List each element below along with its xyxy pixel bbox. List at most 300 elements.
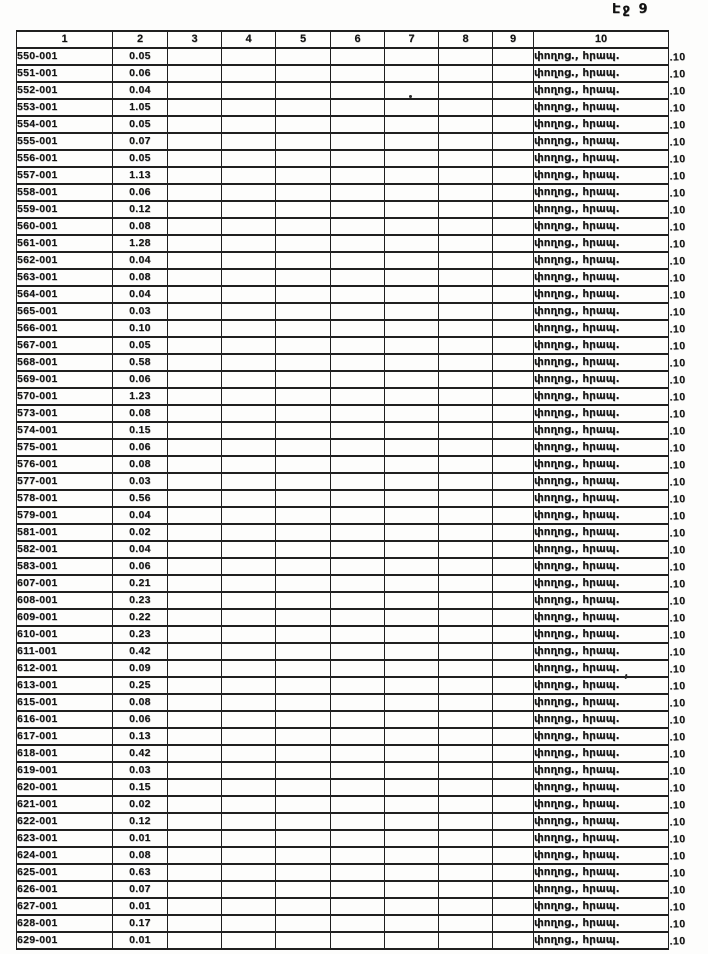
margin-mark: .10 bbox=[668, 850, 686, 863]
empty-cell bbox=[493, 660, 534, 677]
category-cell: փողոց., հրապ. bbox=[534, 99, 669, 116]
empty-cell bbox=[331, 167, 385, 184]
row-id-cell: 560-001 bbox=[17, 218, 113, 235]
empty-cell bbox=[276, 626, 331, 643]
empty-cell bbox=[222, 830, 276, 847]
empty-cell bbox=[493, 915, 534, 932]
empty-cell bbox=[331, 388, 385, 405]
category-cell: փողոց., հրապ. bbox=[534, 643, 669, 660]
empty-cell bbox=[385, 269, 439, 286]
empty-cell bbox=[276, 473, 331, 490]
empty-cell bbox=[168, 813, 222, 830]
empty-cell bbox=[168, 677, 222, 694]
empty-cell bbox=[276, 48, 331, 65]
table-row bbox=[17, 235, 707, 252]
category-cell: փողոց., հրապ. bbox=[534, 745, 669, 762]
empty-cell bbox=[493, 235, 534, 252]
margin-mark: .10 bbox=[668, 867, 686, 880]
value-cell: 1.05 bbox=[113, 99, 168, 116]
empty-cell bbox=[439, 541, 493, 558]
margin-mark: .10 bbox=[668, 272, 686, 285]
table-row bbox=[17, 150, 707, 167]
value-cell: 0.63 bbox=[113, 864, 168, 881]
empty-cell bbox=[168, 235, 222, 252]
category-cell: փողոց., հրապ. bbox=[534, 371, 669, 388]
empty-cell bbox=[331, 473, 385, 490]
margin-mark: .10 bbox=[668, 714, 686, 727]
empty-cell bbox=[276, 439, 331, 456]
empty-cell bbox=[493, 524, 534, 541]
empty-cell bbox=[439, 915, 493, 932]
empty-cell bbox=[331, 218, 385, 235]
row-id-cell: 622-001 bbox=[17, 813, 113, 830]
empty-cell bbox=[222, 303, 276, 320]
row-id-cell: 559-001 bbox=[17, 201, 113, 218]
empty-cell bbox=[493, 184, 534, 201]
table-row bbox=[17, 218, 707, 235]
value-cell: 0.04 bbox=[113, 82, 168, 99]
empty-cell bbox=[276, 456, 331, 473]
empty-cell bbox=[385, 677, 439, 694]
empty-cell bbox=[168, 847, 222, 864]
table-row bbox=[17, 694, 707, 711]
category-cell: փողոց., հրապ. bbox=[534, 286, 669, 303]
empty-cell bbox=[168, 286, 222, 303]
table-row bbox=[17, 762, 707, 779]
empty-cell bbox=[493, 405, 534, 422]
row-id-cell: 568-001 bbox=[17, 354, 113, 371]
empty-cell bbox=[493, 728, 534, 745]
empty-cell bbox=[493, 473, 534, 490]
empty-cell bbox=[385, 796, 439, 813]
empty-cell bbox=[276, 337, 331, 354]
empty-cell bbox=[276, 99, 331, 116]
empty-cell bbox=[276, 201, 331, 218]
category-cell: փողոց., հրապ. bbox=[534, 864, 669, 881]
empty-cell bbox=[222, 422, 276, 439]
category-cell: փողոց., հրապ. bbox=[534, 660, 669, 677]
empty-cell bbox=[493, 439, 534, 456]
empty-cell bbox=[439, 660, 493, 677]
empty-cell bbox=[331, 354, 385, 371]
empty-cell bbox=[331, 745, 385, 762]
empty-cell bbox=[385, 235, 439, 252]
table-header bbox=[17, 31, 707, 48]
margin-mark: .10 bbox=[668, 255, 686, 268]
table-row bbox=[17, 915, 707, 932]
empty-cell bbox=[222, 337, 276, 354]
value-cell: 0.42 bbox=[113, 745, 168, 762]
empty-cell bbox=[168, 422, 222, 439]
empty-cell bbox=[168, 541, 222, 558]
value-cell: 0.02 bbox=[113, 524, 168, 541]
table-row bbox=[17, 354, 707, 371]
empty-cell bbox=[493, 558, 534, 575]
margin-mark: .10 bbox=[668, 442, 686, 455]
table-row bbox=[17, 898, 707, 915]
row-id-cell: 576-001 bbox=[17, 456, 113, 473]
empty-cell bbox=[276, 541, 331, 558]
row-id-cell: 617-001 bbox=[17, 728, 113, 745]
empty-cell bbox=[385, 184, 439, 201]
empty-cell bbox=[276, 422, 331, 439]
empty-cell bbox=[439, 218, 493, 235]
empty-cell bbox=[276, 269, 331, 286]
empty-cell bbox=[493, 932, 534, 949]
table-row bbox=[17, 201, 707, 218]
value-cell: 0.08 bbox=[113, 405, 168, 422]
empty-cell bbox=[222, 728, 276, 745]
empty-cell bbox=[331, 915, 385, 932]
empty-cell bbox=[276, 218, 331, 235]
empty-cell bbox=[276, 371, 331, 388]
row-id-cell: 620-001 bbox=[17, 779, 113, 796]
empty-cell bbox=[222, 745, 276, 762]
category-cell: փողոց., հրապ. bbox=[534, 269, 669, 286]
row-id-cell: 564-001 bbox=[17, 286, 113, 303]
empty-cell bbox=[222, 371, 276, 388]
column-header: 8 bbox=[439, 31, 493, 48]
empty-cell bbox=[439, 507, 493, 524]
empty-cell bbox=[331, 269, 385, 286]
empty-cell bbox=[439, 796, 493, 813]
empty-cell bbox=[331, 507, 385, 524]
empty-cell bbox=[439, 99, 493, 116]
row-id-cell: 626-001 bbox=[17, 881, 113, 898]
category-cell: փողոց., հրապ. bbox=[534, 558, 669, 575]
empty-cell bbox=[222, 405, 276, 422]
empty-cell bbox=[385, 609, 439, 626]
margin-mark: .10 bbox=[668, 663, 686, 676]
empty-cell bbox=[385, 847, 439, 864]
empty-cell bbox=[439, 694, 493, 711]
empty-cell bbox=[493, 218, 534, 235]
category-cell: փողոց., հրապ. bbox=[534, 541, 669, 558]
empty-cell bbox=[222, 286, 276, 303]
empty-cell bbox=[276, 609, 331, 626]
empty-cell bbox=[168, 643, 222, 660]
empty-cell bbox=[222, 524, 276, 541]
empty-cell bbox=[439, 133, 493, 150]
empty-cell bbox=[276, 796, 331, 813]
table-row bbox=[17, 320, 707, 337]
empty-cell bbox=[168, 762, 222, 779]
margin-mark: .10 bbox=[668, 646, 686, 659]
margin-mark: .10 bbox=[668, 238, 686, 251]
empty-cell bbox=[331, 796, 385, 813]
empty-cell bbox=[276, 405, 331, 422]
empty-cell bbox=[439, 405, 493, 422]
table-row bbox=[17, 864, 707, 881]
empty-cell bbox=[222, 167, 276, 184]
empty-cell bbox=[168, 898, 222, 915]
margin-mark: .10 bbox=[668, 544, 686, 557]
row-id-cell: 562-001 bbox=[17, 252, 113, 269]
empty-cell bbox=[168, 609, 222, 626]
empty-cell bbox=[439, 864, 493, 881]
empty-cell bbox=[331, 337, 385, 354]
category-cell: փողոց., հրապ. bbox=[534, 303, 669, 320]
empty-cell bbox=[222, 456, 276, 473]
table-row bbox=[17, 609, 707, 626]
empty-cell bbox=[331, 660, 385, 677]
margin-mark: .10 bbox=[668, 425, 686, 438]
empty-cell bbox=[222, 490, 276, 507]
empty-cell bbox=[331, 864, 385, 881]
empty-cell bbox=[385, 558, 439, 575]
empty-cell bbox=[276, 830, 331, 847]
table-row bbox=[17, 337, 707, 354]
margin-mark: .10 bbox=[668, 799, 686, 812]
empty-cell bbox=[385, 422, 439, 439]
row-id-cell: 558-001 bbox=[17, 184, 113, 201]
row-id-cell: 561-001 bbox=[17, 235, 113, 252]
value-cell: 0.06 bbox=[113, 184, 168, 201]
empty-cell bbox=[493, 456, 534, 473]
value-cell: 0.02 bbox=[113, 796, 168, 813]
value-cell: 0.08 bbox=[113, 456, 168, 473]
empty-cell bbox=[222, 99, 276, 116]
table-row bbox=[17, 405, 707, 422]
empty-cell bbox=[276, 745, 331, 762]
row-id-cell: 563-001 bbox=[17, 269, 113, 286]
empty-cell bbox=[439, 371, 493, 388]
empty-cell bbox=[331, 592, 385, 609]
empty-cell bbox=[439, 320, 493, 337]
margin-mark: .10 bbox=[668, 289, 686, 302]
table-row bbox=[17, 269, 707, 286]
empty-cell bbox=[385, 218, 439, 235]
empty-cell bbox=[385, 915, 439, 932]
empty-cell bbox=[385, 762, 439, 779]
empty-cell bbox=[222, 677, 276, 694]
empty-cell bbox=[439, 813, 493, 830]
empty-cell bbox=[168, 82, 222, 99]
margin-mark: .10 bbox=[668, 51, 686, 64]
margin-mark: .10 bbox=[668, 170, 686, 183]
empty-cell bbox=[439, 745, 493, 762]
empty-cell bbox=[331, 303, 385, 320]
category-cell: փողոց., հրապ. bbox=[534, 354, 669, 371]
category-cell: փողոց., հրապ. bbox=[534, 116, 669, 133]
margin-mark: .10 bbox=[668, 68, 686, 81]
empty-cell bbox=[168, 405, 222, 422]
row-id-cell: 608-001 bbox=[17, 592, 113, 609]
empty-cell bbox=[493, 388, 534, 405]
empty-cell bbox=[276, 133, 331, 150]
empty-cell bbox=[385, 65, 439, 82]
value-cell: 0.17 bbox=[113, 915, 168, 932]
empty-cell bbox=[331, 456, 385, 473]
margin-mark: .10 bbox=[668, 510, 686, 523]
empty-cell bbox=[493, 48, 534, 65]
empty-cell bbox=[439, 286, 493, 303]
empty-cell bbox=[493, 830, 534, 847]
value-cell: 0.15 bbox=[113, 779, 168, 796]
empty-cell bbox=[493, 303, 534, 320]
empty-cell bbox=[276, 303, 331, 320]
empty-cell bbox=[385, 99, 439, 116]
table-row bbox=[17, 252, 707, 269]
table-row bbox=[17, 184, 707, 201]
empty-cell bbox=[385, 694, 439, 711]
empty-cell bbox=[168, 558, 222, 575]
empty-cell bbox=[493, 82, 534, 99]
empty-cell bbox=[168, 337, 222, 354]
empty-cell bbox=[168, 694, 222, 711]
empty-cell bbox=[439, 677, 493, 694]
table-row bbox=[17, 456, 707, 473]
table-row bbox=[17, 524, 707, 541]
empty-cell bbox=[222, 575, 276, 592]
empty-cell bbox=[168, 201, 222, 218]
margin-mark: .10 bbox=[668, 680, 686, 693]
category-cell: փողոց., հրապ. bbox=[534, 592, 669, 609]
empty-cell bbox=[222, 201, 276, 218]
empty-cell bbox=[439, 524, 493, 541]
empty-cell bbox=[168, 830, 222, 847]
empty-cell bbox=[331, 286, 385, 303]
empty-cell bbox=[168, 320, 222, 337]
empty-cell bbox=[439, 558, 493, 575]
empty-cell bbox=[439, 354, 493, 371]
margin-spacer bbox=[668, 30, 707, 48]
empty-cell bbox=[168, 728, 222, 745]
table-row bbox=[17, 303, 707, 320]
empty-cell bbox=[276, 898, 331, 915]
value-cell: 0.56 bbox=[113, 490, 168, 507]
value-cell: 0.04 bbox=[113, 507, 168, 524]
row-id-cell: 610-001 bbox=[17, 626, 113, 643]
table-row bbox=[17, 439, 707, 456]
empty-cell bbox=[222, 626, 276, 643]
empty-cell bbox=[439, 65, 493, 82]
empty-cell bbox=[276, 864, 331, 881]
empty-cell bbox=[331, 558, 385, 575]
empty-cell bbox=[331, 65, 385, 82]
row-id-cell: 629-001 bbox=[17, 932, 113, 949]
empty-cell bbox=[222, 541, 276, 558]
empty-cell bbox=[385, 303, 439, 320]
empty-cell bbox=[222, 354, 276, 371]
empty-cell bbox=[331, 677, 385, 694]
category-cell: փողոց., հրապ. bbox=[534, 830, 669, 847]
empty-cell bbox=[331, 643, 385, 660]
row-id-cell: 615-001 bbox=[17, 694, 113, 711]
empty-cell bbox=[331, 762, 385, 779]
empty-cell bbox=[276, 235, 331, 252]
margin-mark: .10 bbox=[668, 578, 686, 591]
empty-cell bbox=[222, 558, 276, 575]
empty-cell bbox=[222, 65, 276, 82]
empty-cell bbox=[493, 422, 534, 439]
margin-mark: .10 bbox=[668, 782, 686, 795]
category-cell: փողոց., հրապ. bbox=[534, 796, 669, 813]
row-id-cell: 577-001 bbox=[17, 473, 113, 490]
row-id-cell: 611-001 bbox=[17, 643, 113, 660]
empty-cell bbox=[222, 218, 276, 235]
empty-cell bbox=[385, 626, 439, 643]
value-cell: 0.07 bbox=[113, 133, 168, 150]
empty-cell bbox=[222, 762, 276, 779]
empty-cell bbox=[168, 48, 222, 65]
table-row bbox=[17, 473, 707, 490]
empty-cell bbox=[276, 150, 331, 167]
empty-cell bbox=[493, 507, 534, 524]
empty-cell bbox=[276, 694, 331, 711]
empty-cell bbox=[385, 133, 439, 150]
margin-mark: .10 bbox=[668, 765, 686, 778]
value-cell: 0.12 bbox=[113, 813, 168, 830]
empty-cell bbox=[439, 643, 493, 660]
empty-cell bbox=[222, 116, 276, 133]
header-row bbox=[17, 31, 707, 48]
table-row bbox=[17, 592, 707, 609]
margin-mark: .10 bbox=[668, 901, 686, 914]
empty-cell bbox=[276, 677, 331, 694]
empty-cell bbox=[493, 898, 534, 915]
empty-cell bbox=[439, 116, 493, 133]
empty-cell bbox=[222, 150, 276, 167]
empty-cell bbox=[168, 745, 222, 762]
empty-cell bbox=[222, 847, 276, 864]
empty-cell bbox=[276, 524, 331, 541]
margin-mark: .10 bbox=[668, 697, 686, 710]
margin-mark: .10 bbox=[668, 629, 686, 642]
empty-cell bbox=[168, 150, 222, 167]
category-cell: փողոց., հրապ. bbox=[534, 201, 669, 218]
empty-cell bbox=[168, 626, 222, 643]
empty-cell bbox=[168, 592, 222, 609]
margin-mark: .10 bbox=[668, 816, 686, 829]
empty-cell bbox=[276, 915, 331, 932]
empty-cell bbox=[385, 48, 439, 65]
empty-cell bbox=[385, 541, 439, 558]
value-cell: 1.23 bbox=[113, 388, 168, 405]
empty-cell bbox=[493, 864, 534, 881]
empty-cell bbox=[439, 932, 493, 949]
margin-mark: .10 bbox=[668, 748, 686, 761]
row-id-cell: 554-001 bbox=[17, 116, 113, 133]
row-id-cell: 578-001 bbox=[17, 490, 113, 507]
empty-cell bbox=[439, 252, 493, 269]
value-cell: 0.12 bbox=[113, 201, 168, 218]
empty-cell bbox=[439, 303, 493, 320]
category-cell: փողոց., հրապ. bbox=[534, 320, 669, 337]
value-cell: 0.15 bbox=[113, 422, 168, 439]
empty-cell bbox=[439, 779, 493, 796]
empty-cell bbox=[439, 830, 493, 847]
value-cell: 0.08 bbox=[113, 847, 168, 864]
empty-cell bbox=[385, 524, 439, 541]
page-number-label: Էջ 9 bbox=[612, 2, 650, 17]
value-cell: 0.21 bbox=[113, 575, 168, 592]
empty-cell bbox=[439, 898, 493, 915]
empty-cell bbox=[493, 371, 534, 388]
empty-cell bbox=[222, 48, 276, 65]
empty-cell bbox=[222, 779, 276, 796]
value-cell: 0.06 bbox=[113, 371, 168, 388]
empty-cell bbox=[331, 422, 385, 439]
margin-mark: .10 bbox=[668, 459, 686, 472]
category-cell: փողոց., հրապ. bbox=[534, 82, 669, 99]
column-header: 9 bbox=[493, 31, 534, 48]
table-row bbox=[17, 779, 707, 796]
category-cell: փողոց., հրապ. bbox=[534, 677, 669, 694]
empty-cell bbox=[439, 711, 493, 728]
empty-cell bbox=[222, 915, 276, 932]
value-cell: 0.04 bbox=[113, 541, 168, 558]
